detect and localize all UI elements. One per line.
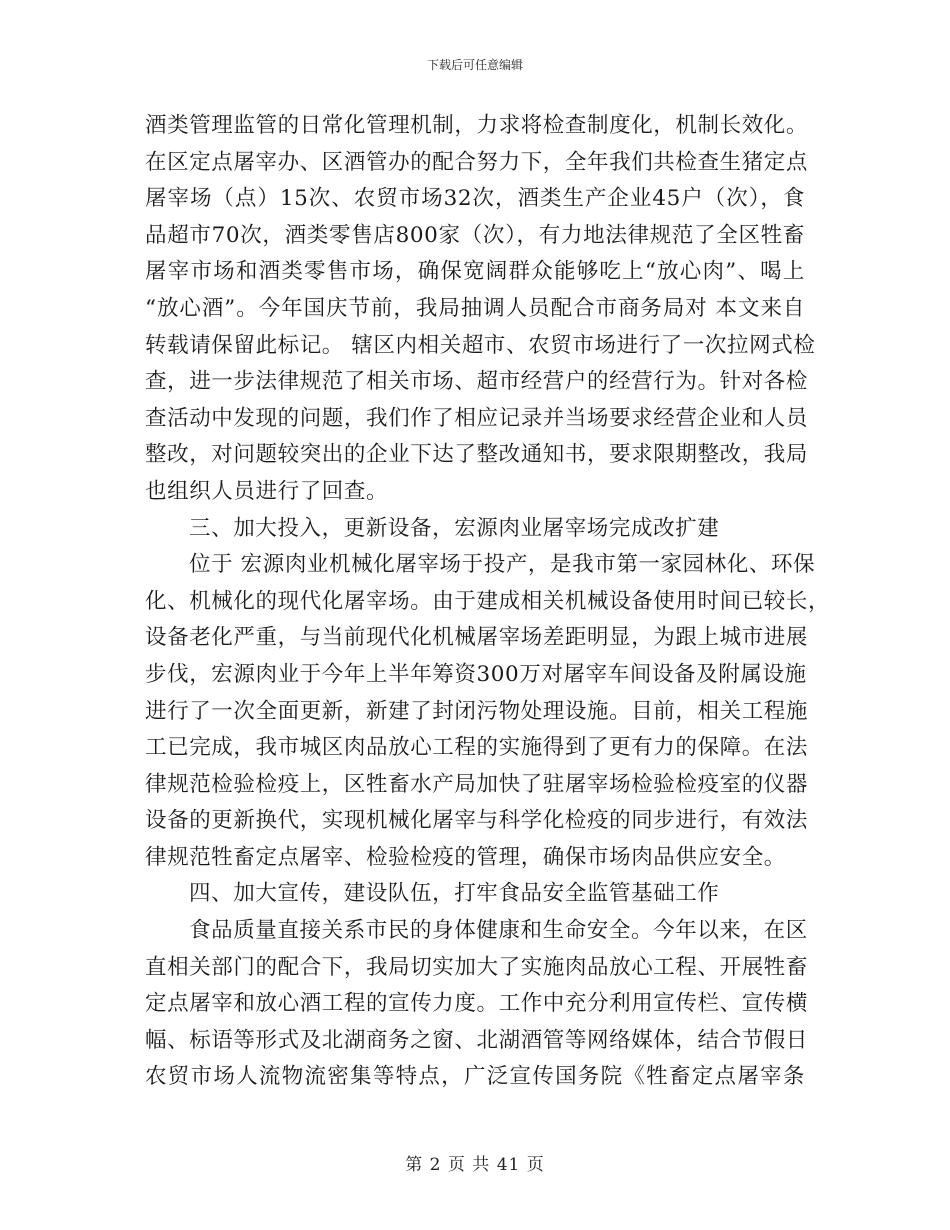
body-line: 屠宰场（点）15次、农贸市场32次，酒类生产企业45户（次），食 — [145, 186, 805, 212]
section-heading: 四、加大宣传，建设队伍，打牢食品安全监管基础工作 — [189, 881, 720, 907]
body-line: 律规范牲畜定点屠宰、检验检疫的管理，确保市场肉品供应安全。 — [145, 844, 786, 870]
body-line: “放心酒”。今年国庆节前，我局抽调人员配合市商务局对 本文来自 — [145, 295, 805, 321]
body-line: 品超市70次，酒类零售店800家（次），有力地法律规范了全区牲畜 — [145, 222, 805, 248]
body-line: 转载请保留此标记。 辖区内相关超市、农贸市场进行了一次拉网式检 — [145, 332, 816, 358]
body-line: 幅、标语等形式及北湖商务之窗、北湖酒管等网络媒体，结合节假日 — [145, 1027, 809, 1053]
document-body — [145, 108, 831, 1096]
body-line: 查活动中发现的问题，我们作了相应记录并当场要求经营企业和人员 — [145, 405, 809, 431]
body-line: 屠宰市场和酒类零售市场，确保宽阔群众能够吃上“放心肉”、喝上 — [145, 259, 805, 285]
page-header-note: 下载后可任意编辑 — [426, 58, 523, 72]
body-line: 定点屠宰和放心酒工程的宣传力度。工作中充分利用宣传栏、宣传横 — [145, 991, 809, 1017]
body-line: 也组织人员进行了回查。 — [145, 478, 389, 504]
body-line: 位于 宏源肉业机械化屠宰场于投产，是我市第一家园林化、环保 — [189, 552, 816, 578]
body-line: 农贸市场人流物流密集等特点，广泛宣传国务院《牲畜定点屠宰条 — [145, 1064, 805, 1090]
body-line: 直相关部门的配合下，我局切实加大了实施肉品放心工程、开展牲畜 — [145, 954, 809, 980]
body-line: 设备的更新换代，实现机械化屠宰与科学化检疫的同步进行，有效法 — [145, 808, 809, 834]
body-line: 化、机械化的现代化屠宰场。由于建成相关机械设备使用时间已较长， — [145, 588, 831, 614]
page-number: 第 2 页 共 41 页 — [405, 1155, 545, 1175]
body-line: 查，进一步法律规范了相关市场、超市经营户的经营行为。针对各检 — [145, 369, 809, 395]
body-line: 设备老化严重，与当前现代化机械屠宰场差距明显，为跟上城市进展 — [145, 625, 809, 651]
body-line: 工已完成，我市城区肉品放心工程的实施得到了更有力的保障。在法 — [145, 735, 809, 761]
body-line: 在区定点屠宰办、区酒管办的配合努力下，全年我们共检查生猪定点 — [145, 149, 809, 175]
body-line: 酒类管理监管的日常化管理机制，力求将检查制度化，机制长效化。 — [145, 113, 809, 138]
section-heading: 三、加大投入，更新设备，宏源肉业屠宰场完成改扩建 — [189, 515, 720, 541]
body-line: 律规范检验检疫上，区牲畜水产局加快了驻屠宰场检验检疫室的仪器 — [145, 771, 809, 797]
body-line: 步伐，宏源肉业于今年上半年筹资300万对屠宰车间设备及附属设施 — [145, 661, 807, 687]
body-line: 整改，对问题较突出的企业下达了整改通知书，要求限期整改，我局 — [145, 442, 809, 468]
body-line: 进行了一次全面更新，新建了封闭污物处理设施。目前，相关工程施 — [145, 698, 809, 724]
body-line: 食品质量直接关系市民的身体健康和生命安全。今年以来，在区 — [189, 918, 808, 944]
